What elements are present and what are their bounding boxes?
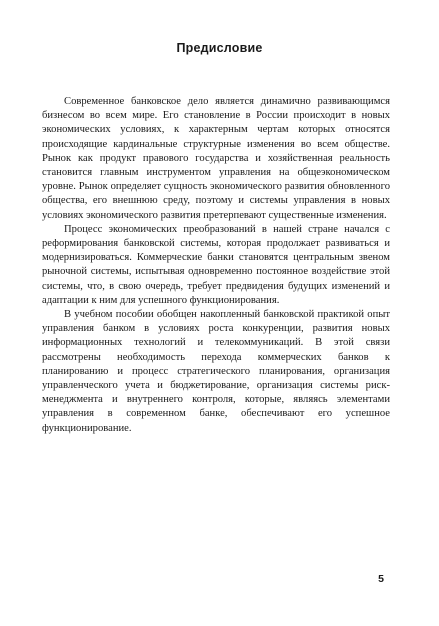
body-text	[42, 95, 390, 436]
page-number: 5	[378, 573, 384, 585]
paragraph-2: Процесс экономических преобразований в нашей стране начался с реформирования банковской системы, которая продолжает развиваться и модернизироваться. Коммерческие банки становятся центральным звеном рыночной системы, испытывая одновременно постоянное воздействие этой системы, что, в свою очередь, требует предвидения будущих изменений и адаптации к ним для успешного функционирования.	[42, 223, 390, 306]
paragraph-1: Современное банковское дело является динамично развивающимся бизнесом во всем мире. Его становление в России происходит в новых экономических условиях, к характерным чертам которых относятся происходящие кардинальные структурные изменения во всем обществе. Рынок как продукт правового государства и хозяйственная реальность становится главным инструментом управления на общеэкономическом уровне. Рынок определяет сущность экономического развития обновленного общества, его внешнюю среду, поэтому и системы управления в новых условиях экономического развития претерпевают существенные изменения.	[42, 96, 390, 221]
page-title: Предисловие	[176, 41, 263, 55]
paragraph-3: В учебном пособии обобщен накопленный банковской практикой опыт управления банком в условиях роста конкуренции, развития новых информационных технологий и телекоммуникаций. В этой связи рассмотрены необходимость перехода коммерческих банков к планированию и процесс стратегического планирования, организация управленческого учета и бюджетирование, организация системы риск-менеджмента и внутреннего контроля, которые, являясь элементами управления в современном банке, обеспечивают его успешное функционирование.	[42, 309, 390, 434]
